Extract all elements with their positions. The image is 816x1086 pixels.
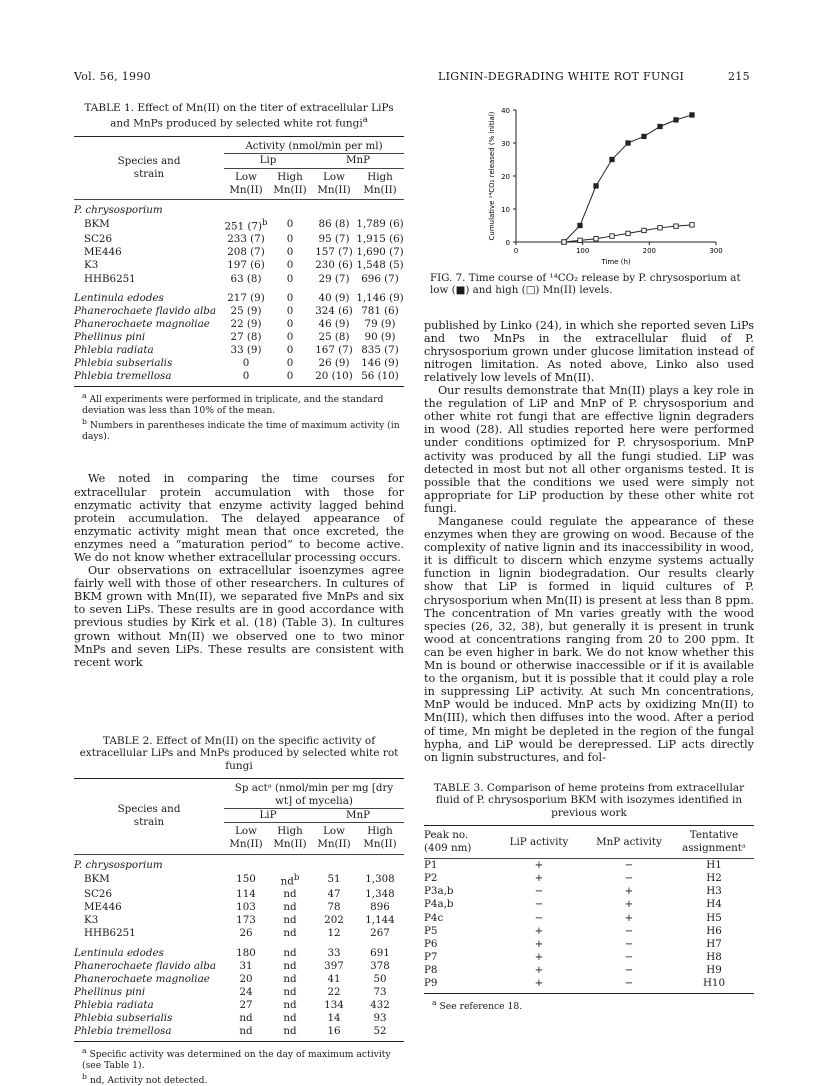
table-cell: 0 [242,370,250,383]
table-cell: + [534,924,544,937]
table-row [74,370,404,383]
table-cell: − [624,937,634,950]
table-row [74,1012,404,1025]
table-cell: 696 (7) [361,272,399,285]
table-cell: H6 [706,924,722,937]
table-cell: P7 [424,950,438,963]
table-cell: Phanerochaete magnoliae [74,972,210,985]
y-tick-label: 20 [501,173,510,181]
table-cell: H10 [702,977,726,990]
t3-mnp-header: MnP activity [596,835,662,848]
table-cell: $nd^b$ [280,872,300,888]
table-cell: nd [239,1012,253,1024]
table-cell: 1,308 [365,873,395,886]
table-cell: 27 (8) [230,330,262,343]
data-point [610,234,614,238]
table-cell: HHB6251 [84,927,136,940]
x-tick-label: 200 [642,247,657,255]
data-point [578,223,582,227]
table-cell: 1,690 (7) [356,246,404,259]
table-cell: 20 (10) [315,370,353,383]
t1-mnp-group: MnP [312,154,404,168]
t2-mnp-high-header: High Mn(II) [363,825,397,851]
data-point [690,113,694,117]
table-cell: H1 [706,859,722,872]
running-title: LIGNIN-DEGRADING WHITE ROT FUNGI [438,70,685,83]
table-cell: 56 (10) [361,370,399,383]
table-cell: ME446 [84,246,122,259]
table-cell: 150 [236,873,256,886]
t3-lip-header: LiP activity [509,835,569,848]
table-cell: − [624,924,634,937]
paragraph: Our results demonstrate that Mn(II) plays a key role in the regulation of LiP and MnP of P. chrysosporium and other white rot fungi that are effective lignin degraders in wood (28). All studies reported here were performed under conditions optimized for P. chrysosporium. MnP activity was produced by all the fungi studied. LiP was detected in most but not all other organisms tested. It is possible that the conditions we used were simply not appropriate for LiP production by these other white rot fungi. [424,384,754,515]
data-point [610,157,614,161]
table-cell: P1 [424,859,438,872]
table-row [74,914,404,927]
table-row [424,898,754,911]
table-cell: 46 (9) [318,317,350,330]
table-cell: 33 (9) [230,344,262,357]
table-row [424,872,754,885]
table-cell: 95 (7) [318,233,350,246]
table-row [424,951,754,964]
table-cell: 267 [370,927,390,940]
x-axis-label: Time (h) [601,258,631,266]
x-tick-label: 300 [709,247,723,255]
table-cell: 50 [373,972,387,985]
t2-species-header: Species and strain [117,803,181,829]
table-row [424,977,754,990]
table-row [74,344,404,357]
table-row [74,960,404,973]
table-cell: P4a,b [424,898,454,911]
table-cell: SC26 [84,888,113,901]
t3-rows [424,859,754,990]
table-cell: H4 [706,898,722,911]
data-point [658,226,662,230]
table-cell: nd [283,1012,297,1024]
t3-assign-header: Tentative assignmentᵃ [682,829,746,855]
t2-mnp-group: MnP [312,809,404,823]
table-cell: nd [283,914,297,927]
paragraph: Our observations on extracellular isoenzymes agree fairly well with those of other researchers. In cultures of BKM grown with Mn(II), we separated five MnPs and six to seven LiPs. These results are in good accordance with previous studies by Kirk et al. (18) (Table 3). In cultures grown without Mn(II) we observed one to two minor MnPs and seven LiPs. These results are consistent with recent work [74,564,404,669]
t1-footnote-b: $^b$ Numbers in parentheses indicate the time of maximum activity (in days). [82,417,400,443]
t2-mnp-low-header: Low Mn(II) [317,825,351,851]
table-cell: nd [283,888,297,901]
figure7-caption: FIG. 7. Time course of ¹⁴CO₂ release by P. chrysosporium at low (■) and high (□) Mn(II) levels. [430,272,741,297]
table-cell: 22 (9) [230,317,262,330]
table-cell: − [624,872,634,885]
table-cell: 93 [373,1012,387,1024]
table-cell: 0 [286,370,294,383]
table-cell: − [534,911,544,924]
t2-lip-group: LiP [224,809,312,823]
table1 [74,136,404,387]
table-cell: BKM [84,873,110,886]
y-tick-label: 30 [501,140,510,148]
table-cell: 16 [327,1025,341,1038]
left-column [74,102,404,1086]
table-row [74,246,404,259]
table-cell: 103 [236,901,256,914]
table-cell: 79 (9) [364,317,396,330]
table-cell: 78 [327,901,341,914]
table-cell: nd [283,1025,297,1038]
table-cell: 0 [242,357,250,370]
table-cell: 251 $(7)^b$ [224,217,268,233]
table-cell: 781 (6) [361,304,399,317]
table-cell: 20 [239,972,253,985]
table-cell: H2 [706,872,722,885]
table2 [74,778,404,1042]
table-cell: Phanerochaete flavido alba [74,304,217,317]
table-cell: Phanerochaete magnoliae [74,317,210,330]
data-point [562,240,566,244]
y-axis-label: Cumulative ¹⁴CO₂ released (% initial) [488,111,496,241]
table-cell: 324 (6) [315,304,353,317]
t3-peak-header: Peak no. (409 nm) [424,829,472,855]
t2-lip-low-header: Low Mn(II) [229,825,263,851]
table-row [74,947,404,960]
data-point [642,228,646,232]
table-row [74,331,404,344]
t1-lip-low-header: Low Mn(II) [229,170,263,196]
t3-footnote-a: $^a$ See reference 18. [432,998,523,1013]
table-cell: 233 (7) [227,233,265,246]
data-point [626,141,630,145]
table-cell: 0 [286,233,294,246]
table-cell: HHB6251 [84,272,136,285]
table-cell: 0 [286,317,294,330]
table-cell: 86 (8) [318,218,350,231]
table-cell: 24 [239,985,253,998]
table-cell: + [624,898,634,911]
table-row [74,273,404,286]
t2-lip-high-header: High Mn(II) [273,825,307,851]
table-row [74,318,404,331]
table-cell: 26 [239,927,253,940]
table-cell: P3a,b [424,885,454,898]
table-cell: 173 [236,914,256,927]
table-cell: Phlebia radiata [74,344,154,357]
table-cell: 40 (9) [318,291,350,304]
table-cell: 0 [286,291,294,304]
table-row [74,305,404,318]
table-cell: 22 [327,985,341,998]
table-cell: − [624,963,634,976]
table-cell: nd [283,998,297,1011]
table-cell: P9 [424,977,438,990]
table-cell: K3 [84,259,99,272]
table-row [424,885,754,898]
t1-activity-header: Activity (nmol/min per ml) [245,140,383,153]
table-cell: 217 (9) [227,291,265,304]
t2-species-rows [74,947,404,1039]
series-line [564,115,692,242]
table-cell: 1,348 [365,888,395,901]
table-cell: + [624,885,634,898]
table-row [74,901,404,914]
y-tick-label: 0 [505,239,510,247]
table-cell: nd [283,972,297,985]
table-cell: ME446 [84,901,122,914]
table-row [74,888,404,901]
table-cell: 1,915 (6) [356,233,404,246]
table-cell: 1,144 [365,914,395,927]
table-cell: 31 [239,959,253,972]
t2-footnote-a: $^a$ Specific activity was determined on the day of maximum activity (see Table 1). [82,1046,391,1072]
table-cell: 14 [327,1012,341,1024]
table-cell: Lentinula edodes [74,946,164,959]
table-cell: − [534,885,544,898]
table-cell: Phlebia subserialis [74,357,173,370]
table-cell: − [534,898,544,911]
table-cell: + [534,872,544,885]
table-cell: 0 [286,330,294,343]
table-row [424,859,754,873]
table-cell: 0 [286,304,294,317]
table-cell: 73 [373,985,387,998]
table-cell: P4c [424,911,444,924]
data-point [626,231,630,235]
table-cell: nd [283,901,297,914]
t2-footnote-b: $^b$ nd, Activity not detected. [82,1072,208,1086]
table-row [74,986,404,999]
figure7 [424,102,754,270]
table-cell: nd [239,1025,253,1038]
table-cell: + [534,937,544,950]
table-cell: 114 [236,888,256,901]
data-point [658,124,662,128]
table-cell: nd [283,927,297,940]
table-cell: 0 [286,344,294,357]
table-cell: Phlebia tremellosa [74,370,172,383]
volume-label: Vol. 56, 1990 [74,70,151,83]
table-row [424,912,754,925]
table-cell: Lentinula edodes [74,291,164,304]
table-cell: − [624,977,634,990]
t1-species-rows [74,292,404,384]
table-cell: + [534,859,544,872]
data-point [674,224,678,228]
table-cell: 25 (9) [230,304,262,317]
table-cell: Phlebia radiata [74,998,154,1011]
data-point [674,118,678,122]
left-body-text [74,472,404,668]
table-cell: 167 (7) [315,344,353,357]
table-row [74,357,404,370]
table-cell: nd [283,946,297,959]
t2-activity-header: Sp actᵃ (nmol/min per mg [dry wt] of mycelia) [234,782,394,808]
paragraph: Manganese could regulate the appearance of these enzymes when they are growing on wood. Because of the complexity of native lignin and its inaccessibility in wood, it is difficult to discern which enzyme systems actually function in lignin biodegradation. Our results clearly show that LiP is formed in liquid cultures of P. chrysosporium when Mn(II) is present at less than 8 ppm. The concentration of Mn varies greatly with the wood species (26, 32, 38), but generally it is present in trunk wood at concentrations ranging from 20 to 200 ppm. It can be even higher in bark. We do not know whether this Mn is bound or otherwise inaccessible or if it is available to the organism, but it is possible that it could play a role in suppressing LiP activity. At such Mn concentrations, MnP would be induced. MnP acts by oxidizing Mn(II) to Mn(III), which then diffuses into the wood. After a period of time, Mn might be depleted in the region of the fungal hypha, and LiP would be derepressed. LiP acts directly on lignin substructures, and fol- [424,515,754,764]
table-cell: P8 [424,963,438,976]
table-cell: 25 (8) [318,330,350,343]
table-cell: 197 (6) [227,259,265,272]
table-cell: SC26 [84,233,113,246]
table3-caption: TABLE 3. Comparison of heme proteins from extracellular fluid of P. chrysosporium BKM with isozymes identified in previous work [433,781,745,819]
t1-mnp-low-header: Low Mn(II) [317,170,351,196]
table-cell: 835 (7) [361,344,399,357]
right-body-text [424,319,754,764]
table2-caption: TABLE 2. Effect of Mn(II) on the specific activity of extracellular LiPs and MnPs produced by selected white rot fungi [79,734,399,772]
table-cell: + [534,963,544,976]
t2-strain-rows [74,872,404,941]
table-row [74,259,404,272]
table-cell: Phlebia subserialis [74,1012,173,1024]
table-row [74,1025,404,1038]
table-cell: Phlebia tremellosa [74,1025,172,1038]
table-row [424,925,754,938]
table-cell: 146 (9) [361,357,399,370]
table-row [424,964,754,977]
y-tick-label: 10 [501,206,510,214]
page-number: 215 [728,70,750,83]
table-cell: Phellinus pini [74,985,146,998]
table-cell: − [624,859,634,872]
table-row [74,233,404,246]
table-cell: P6 [424,937,438,950]
table-cell: 208 (7) [227,246,265,259]
table-cell: 63 (8) [230,272,262,285]
table-cell: 0 [286,246,294,259]
table-row [74,292,404,305]
table-cell: 378 [370,959,390,972]
table-cell: 397 [324,959,344,972]
data-point [578,238,582,242]
table-row [74,872,404,889]
figure7-chart [424,102,754,270]
table-cell: 0 [286,259,294,272]
right-column [424,102,754,1012]
table-cell: 29 (7) [318,272,350,285]
table-cell: 180 [236,946,256,959]
table-cell: 691 [370,946,390,959]
x-tick-label: 0 [513,247,519,255]
table-cell: H3 [706,885,722,898]
table-cell: 27 [239,998,253,1011]
table-row [74,927,404,940]
table-row [74,973,404,986]
t1-mnp-high-header: High Mn(II) [363,170,397,196]
table-cell: H7 [706,937,722,950]
table-cell: K3 [84,914,99,927]
table-cell: 90 (9) [364,330,396,343]
data-point [642,134,646,138]
t2-genus-label: P. chrysosporium [74,858,163,871]
table-cell: 1,146 (9) [356,291,404,304]
table-cell: Phellinus pini [74,330,146,343]
table-cell: H8 [706,950,722,963]
table-cell: 432 [370,998,390,1011]
data-point [690,223,694,227]
table-cell: 33 [327,946,341,959]
paragraph: We noted in comparing the time courses for extracellular protein accumulation with those for enzymatic activity that enzyme activity lagged behind protein accumulation. The delayed appearance of enzymatic activity might mean that once excreted, the enzymes need a “maturation period” to become active. We do not know whether extracellular processing occurs. [74,472,404,565]
table-cell: 134 [324,998,344,1011]
x-tick-label: 100 [575,247,590,255]
table1-caption: TABLE 1. Effect of Mn(II) on the titer of extracellular LiPs and MnPs produced by selected white rot fungi$^a$ [84,102,394,130]
y-tick-label: 40 [501,107,510,115]
table-cell: 47 [327,888,341,901]
table-cell: 12 [327,927,341,940]
table-cell: P5 [424,924,438,937]
table-cell: BKM [84,218,110,231]
table-cell: 0 [286,218,294,231]
t1-lip-group: Lip [224,154,312,168]
table-cell: + [534,950,544,963]
table-cell: 1,548 (5) [356,259,404,272]
table-cell: H9 [706,963,722,976]
table-cell: 1,789 (6) [356,218,404,231]
table-cell: 896 [370,901,390,914]
table-cell: 0 [286,272,294,285]
data-point [594,237,598,241]
table-cell: + [534,977,544,990]
t1-footnote-a: $^a$ All experiments were performed in triplicate, and the standard deviation was less than 10% of the mean. [82,391,384,417]
t1-strain-rows [74,217,404,286]
table-cell: 41 [327,972,341,985]
table-cell: 230 (6) [315,259,353,272]
table-cell: 51 [327,873,341,886]
data-point [594,184,598,188]
table-cell: 52 [373,1025,387,1038]
t1-lip-high-header: High Mn(II) [273,170,307,196]
table-cell: + [624,911,634,924]
table-cell: nd [283,959,297,972]
table-cell: P2 [424,872,438,885]
table-cell: − [624,950,634,963]
paragraph: published by Linko (24), in which she reported seven LiPs and two MnPs in the extracellular fluid of P. chrysosporium grown under glucose limitation instead of nitrogen limitation. As noted above, Linko also used relatively low levels of Mn(II). [424,318,754,384]
table-cell: 26 (9) [318,357,350,370]
table-cell: Phanerochaete flavido alba [74,959,217,972]
table-row [424,938,754,951]
table-cell: 202 [324,914,344,927]
t1-genus-label: P. chrysosporium [74,203,163,216]
table-cell: H5 [706,911,722,924]
table3 [424,825,754,994]
t1-species-header: Species and strain [117,154,181,180]
table-row [74,217,404,234]
table-row [74,999,404,1012]
table-cell: nd [283,985,297,998]
table-cell: 0 [286,357,294,370]
table-cell: 157 (7) [315,246,353,259]
